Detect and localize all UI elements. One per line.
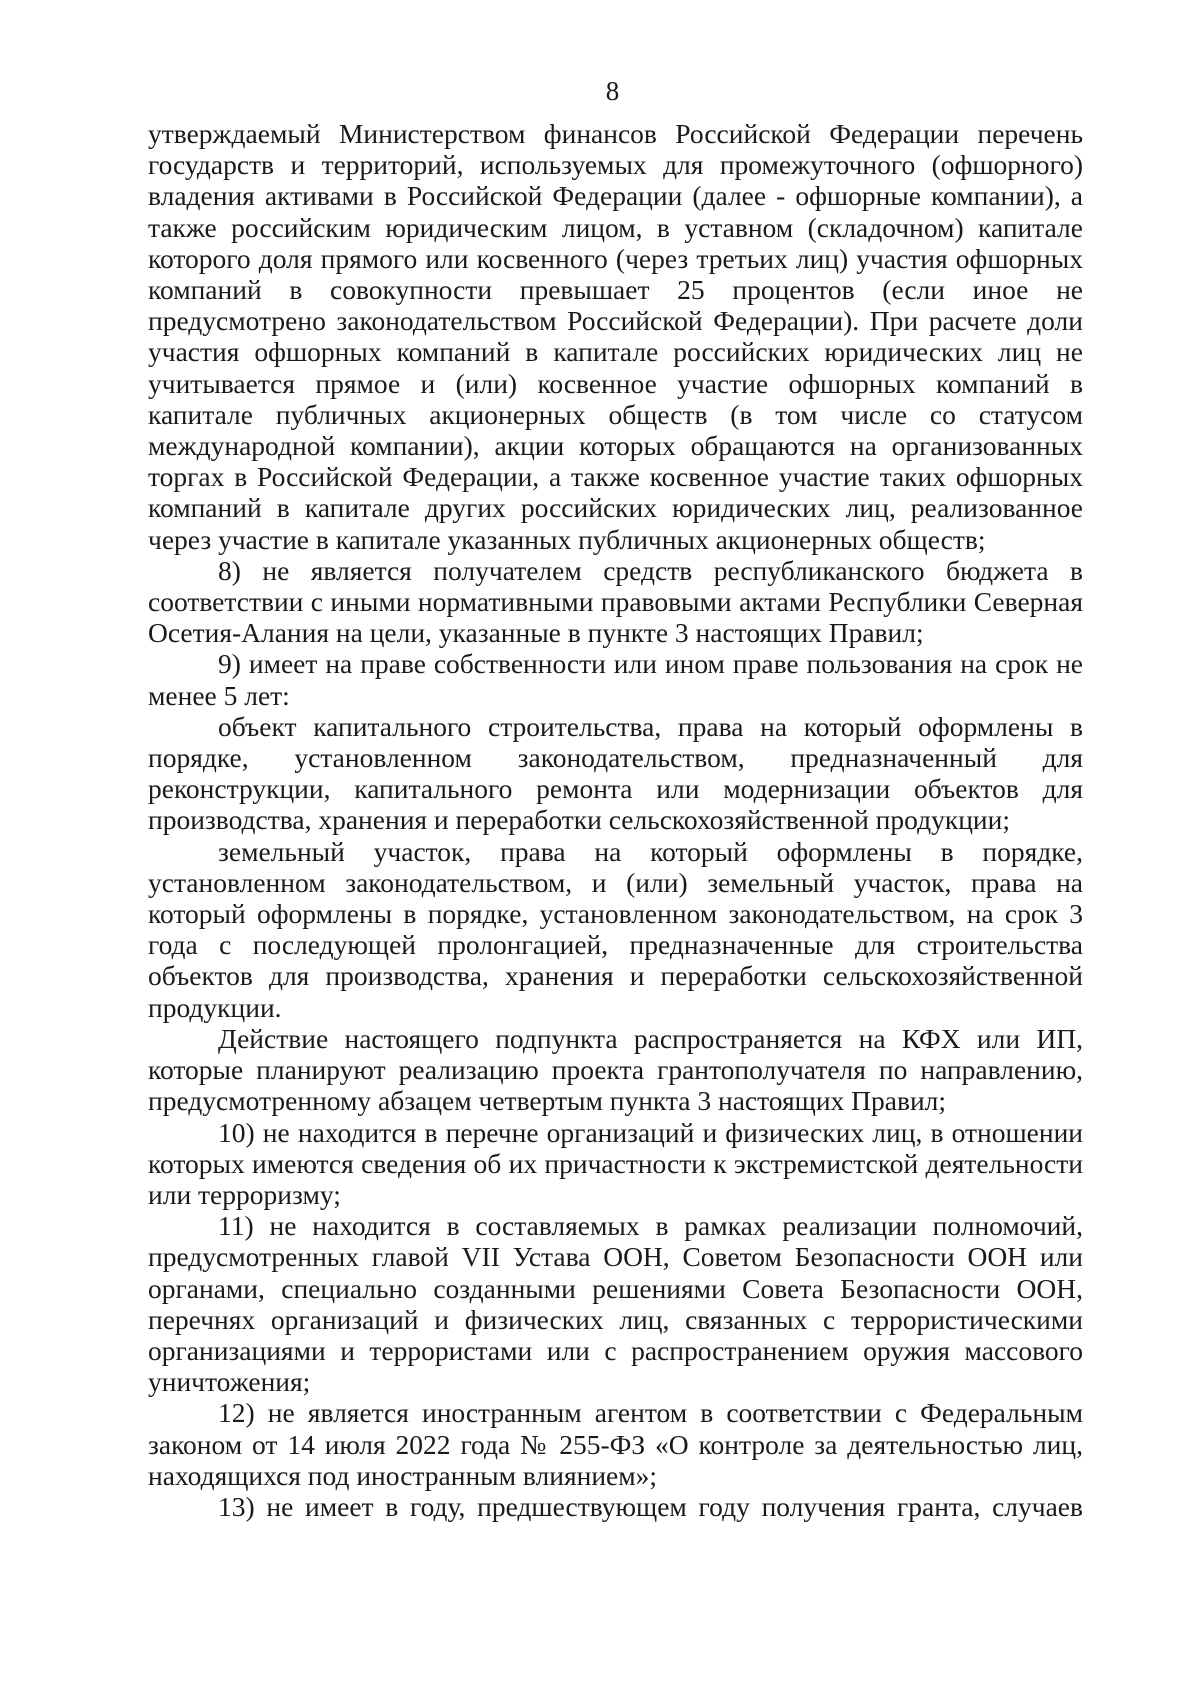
paragraph-item-8: 8) не является получателем средств республиканского бюджета в соответствии с иными нормативными правовыми актами Республики Северная Осетия-Алания на цели, указанные в пункте 3 настоящих Правил; xyxy=(148,554,1083,649)
paragraph-offshore-companies: утверждаемый Министерством финансов Российской Федерации перечень государств и территорий, используемых для промежуточного (офшорного) владения активами в Российской Федерации (далее - офшорные компании), а также российским юридическим лицом, в уставном (складочном) капитале которого доля прямого или косвенного (через третьих лиц) участия офшорных компаний в совокупности превышает 25 процентов (если иное не предусмотрено законодательством Российской Федерации). При расчете доли участия офшорных компаний в капитале российских юридических лиц не учитывается прямое и (или) косвенное участие офшорных компаний в капитале публичных акционерных обществ (в том числе со статусом международной компании), акции которых обращаются на организованных торгах в Российской Федерации, а также косвенное участие таких офшорных компаний в капитале других российских юридических лиц, реализованное через участие в капитале указанных публичных акционерных обществ; xyxy=(148,118,1083,555)
paragraph-item-12: 12) не является иностранным агентом в соответствии с Федеральным законом от 14 июля 2022 года № 255-ФЗ «О контроле за деятельностью лиц, находящихся под иностранным влиянием»; xyxy=(148,1397,1083,1491)
paragraph-item-11: 11) не находится в составляемых в рамках реализации полномочий, предусмотренных главой VII Устава ООН, Советом Безопасности ООН или органами, специально созданными решениями Совета Безопасности ООН, перечнях организаций и физических лиц, связанных с террористическими организациями и террористами или с распространением оружия массового уничтожения; xyxy=(148,1210,1083,1398)
paragraph-item-13: 13) не имеет в году, предшествующем году получения гранта, случаев xyxy=(218,1490,1083,1522)
paragraph-capital-construction: объект капитального строительства, права на который оформлены в порядке, установленном законодательством, предназначенный для реконструкции, капитального ремонта или модернизации объектов для производства, хранения и переработки сельскохозяйственной продукции; xyxy=(148,710,1083,836)
paragraph-item-9: 9) имеет на праве собственности или ином праве пользования на срок не менее 5 лет: xyxy=(148,648,1083,711)
document-body xyxy=(148,118,1083,1522)
paragraph-land-plot: земельный участок, права на который оформлены в порядке, установленном законодательством, и (или) земельный участок, права на который оформлены в порядке, установленном законодательством, на срок 3 года с последующей пролонгацией, предназначенные для строительства объектов для производства, хранения и переработки сельскохозяйственной продукции. xyxy=(148,835,1083,1023)
paragraph-item-10: 10) не находится в перечне организаций и физических лиц, в отношении которых имеются сведения об их причастности к экстремистской деятельности или терроризму; xyxy=(148,1116,1083,1210)
page-number: 8 xyxy=(605,76,620,106)
paragraph-subclause-scope: Действие настоящего подпункта распространяется на КФХ или ИП, которые планируют реализацию проекта грантополучателя по направлению, предусмотренному абзацем четвертым пункта 3 настоящих Правил; xyxy=(148,1022,1083,1117)
